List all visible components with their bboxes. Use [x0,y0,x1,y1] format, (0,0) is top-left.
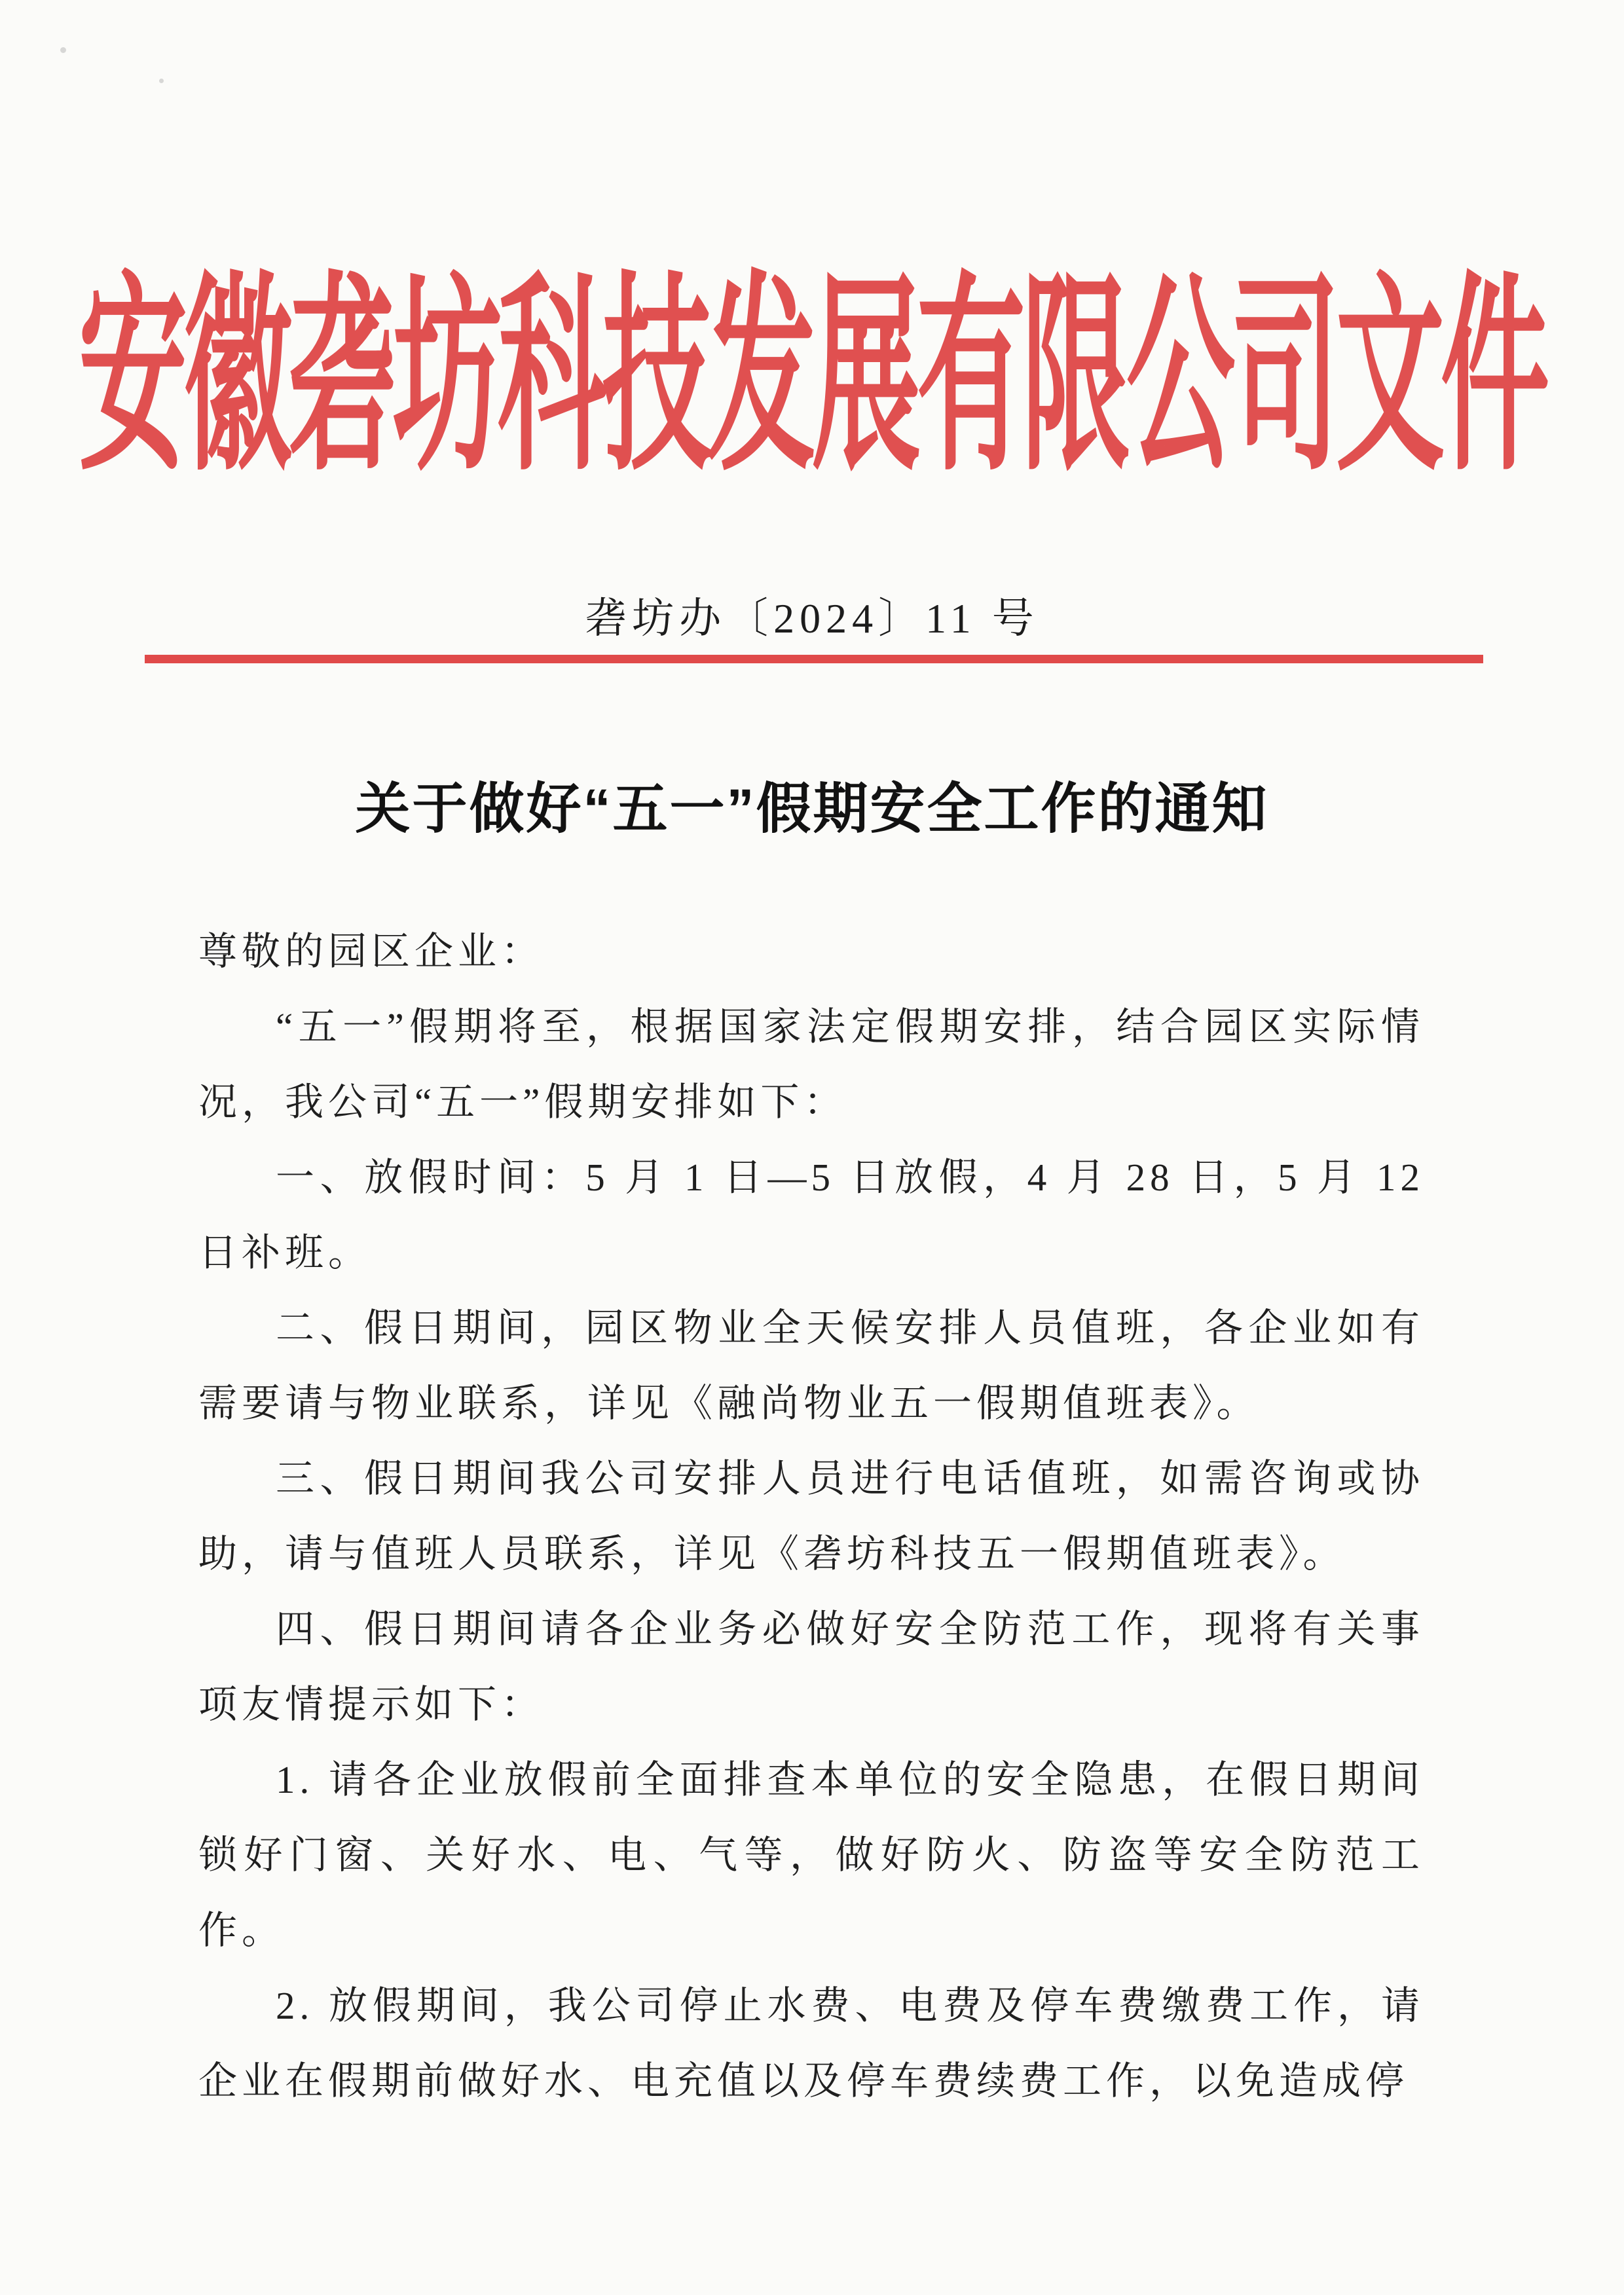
body-paragraph: 一、放假时间：5 月 1 日—5 日放假，4 月 28 日，5 月 12 日补班。 [198,1156,1424,1274]
body-paragraph: “五一”假期将至，根据国家法定假期安排，结合园区实际情况，我公司“五一”假期安排如下： [198,1005,1424,1124]
letterhead [0,248,1624,496]
document-number: 砻坊办〔2024〕11 号 [585,595,1039,642]
notice-body [198,914,1424,2119]
body-paragraph: 四、假日期间请各企业务必做好安全防范工作，现将有关事项友情提示如下： [198,1607,1424,1726]
body-paragraph: 三、假日期间我公司安排人员进行电话值班，如需咨询或协助，请与值班人员联系，详见《砻坊科技五一假期值班表》。 [198,1457,1424,1575]
body-paragraph: 2. 放假期间，我公司停止水费、电费及停车费缴费工作，请企业在假期前做好水、电充值以及停车费续费工作，以免造成停 [198,1984,1424,2102]
red-divider-line [145,655,1483,663]
body-paragraph: 1. 请各企业放假前全面排查本单位的安全隐患，在假日期间锁好门窗、关好水、电、气等，做好防火、防盗等安全防范工作。 [198,1758,1424,1952]
salutation-paragraph: 尊敬的园区企业： [198,930,545,973]
notice-title: 关于做好“五一”假期安全工作的通知 [355,778,1269,839]
body-paragraph: 二、假日期间，园区物业全天候安排人员值班，各企业如有需要请与物业联系，详见《融尚物业五一假期值班表》。 [198,1306,1424,1425]
letterhead-title: 安徽砻坊科技发展有限公司文件 [79,260,1545,496]
scan-speck [60,47,66,53]
scan-speck [159,79,164,83]
